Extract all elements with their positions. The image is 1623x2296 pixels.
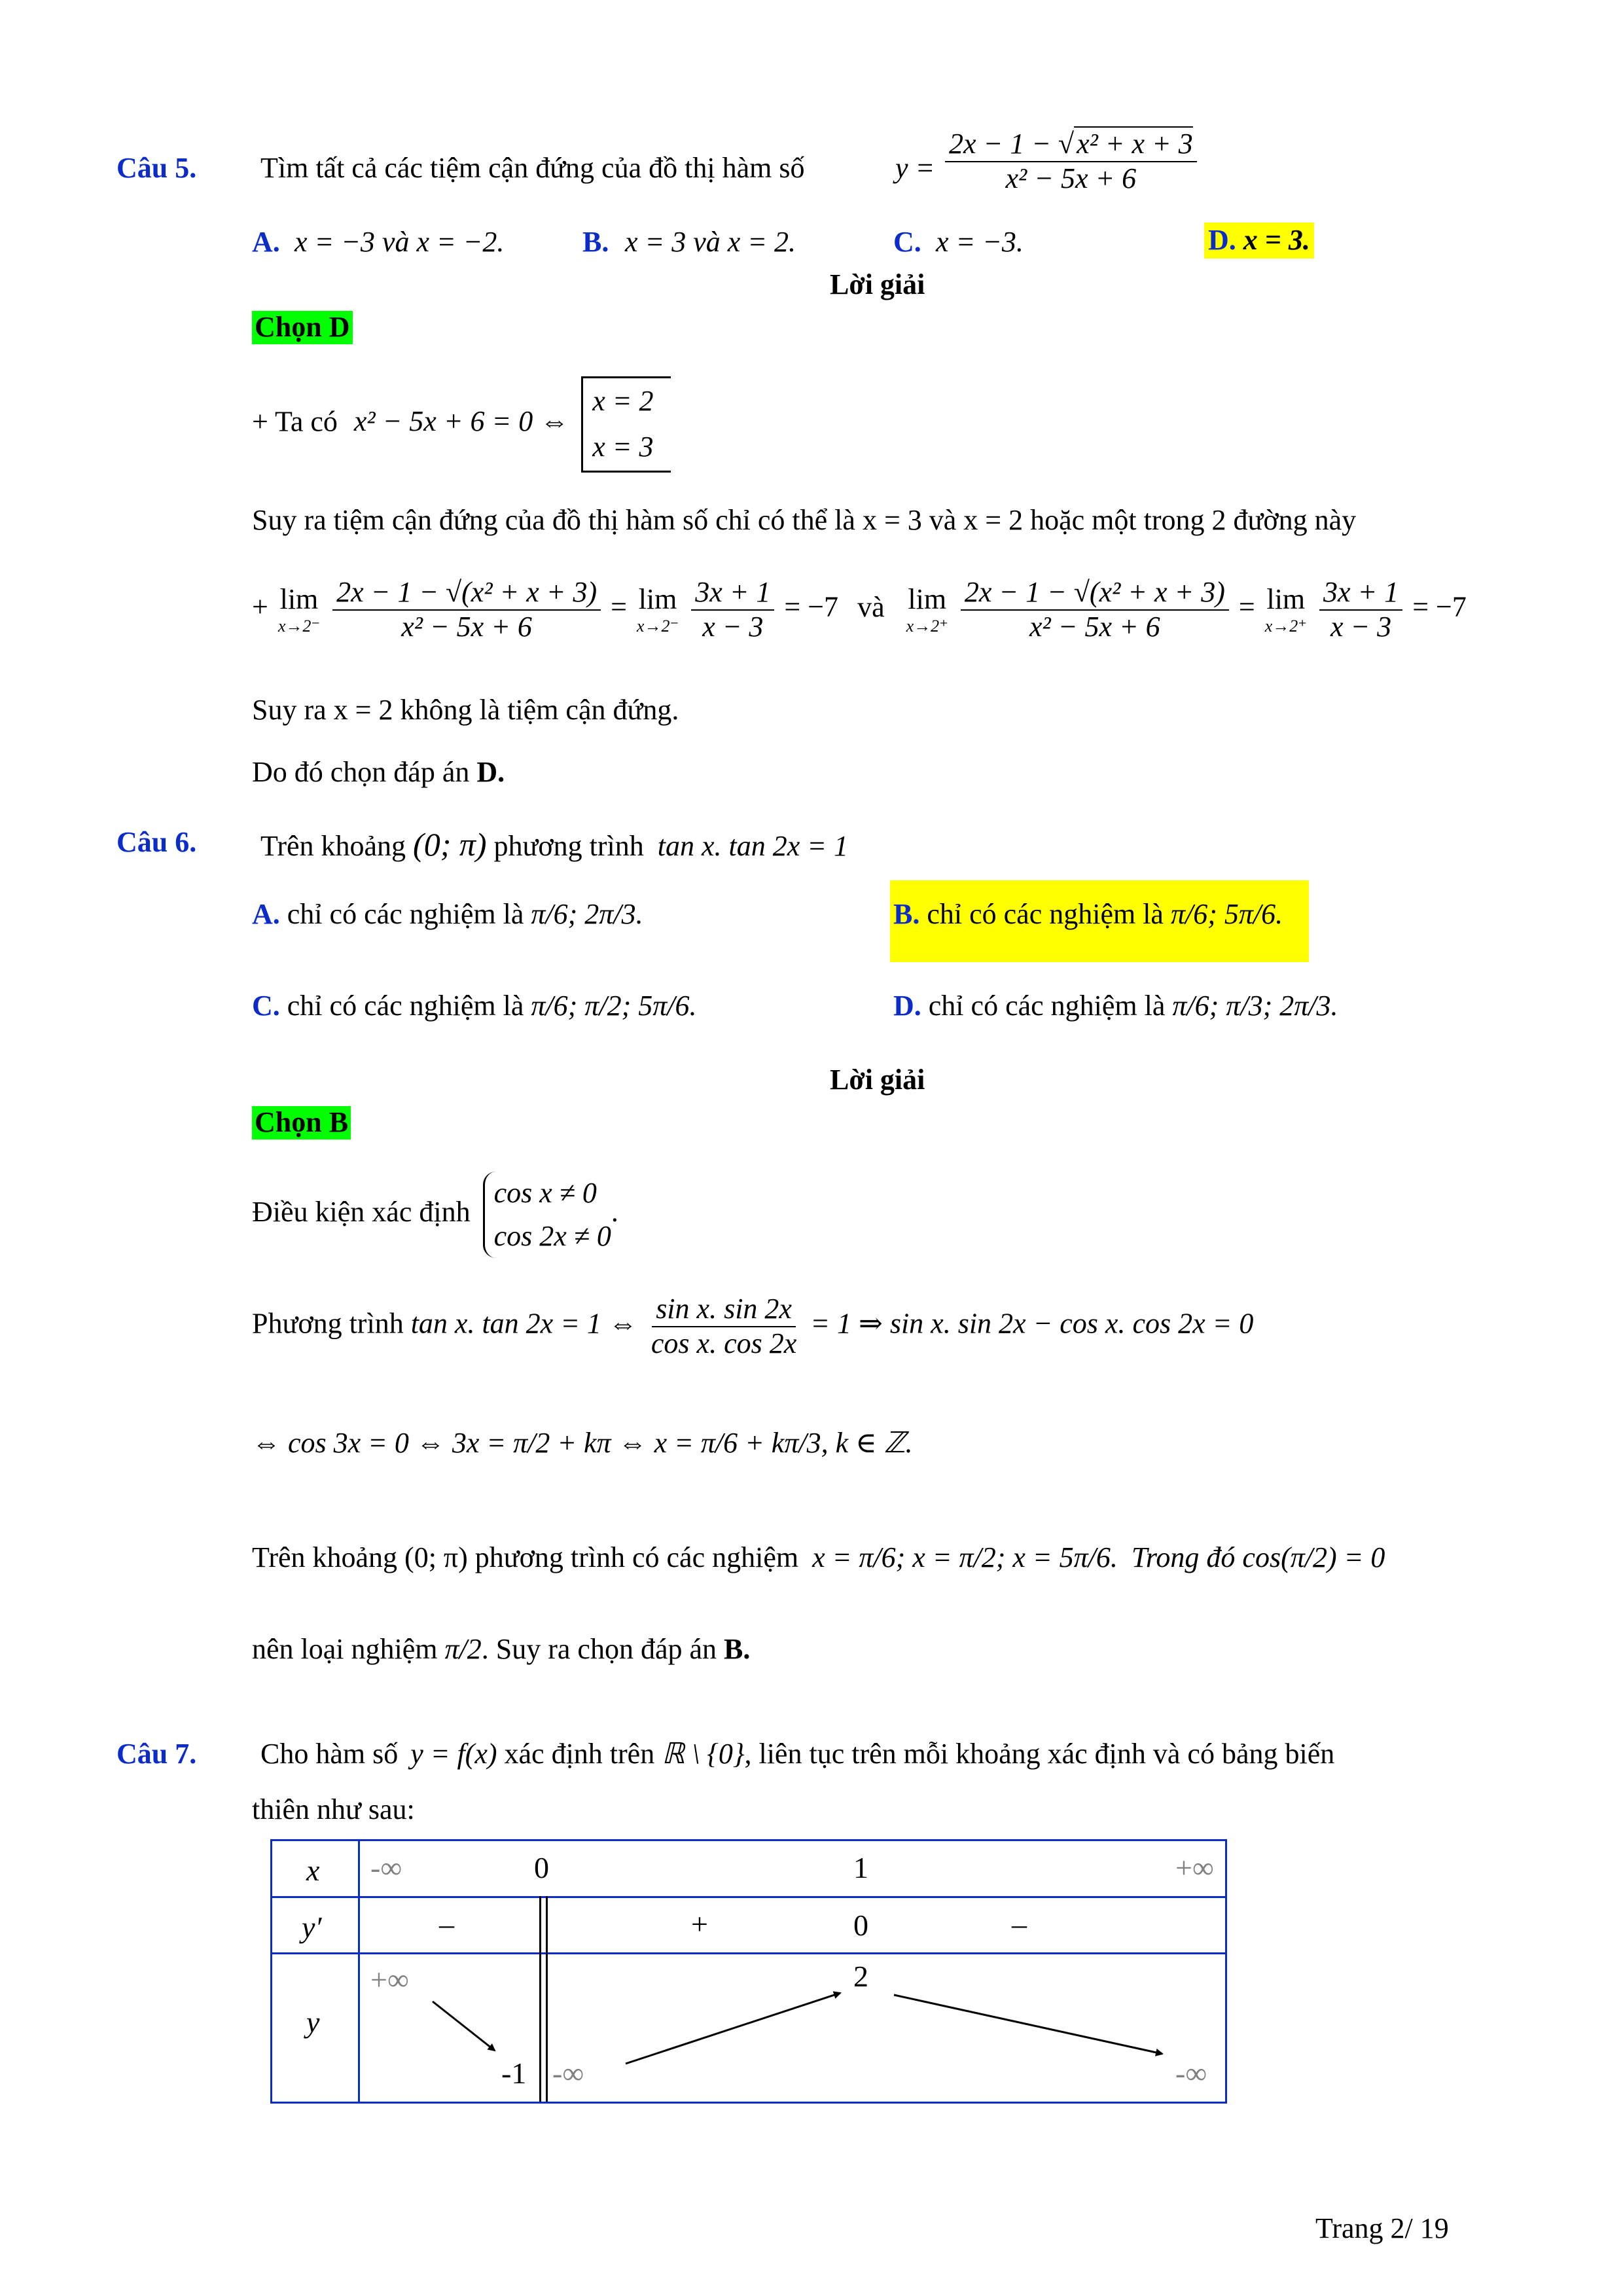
q5-function-lhs: y = — [895, 152, 935, 184]
sign-positive: + — [691, 1907, 708, 1941]
arrow-decreasing-1 — [433, 2001, 495, 2051]
q6-conclusion: nên loại nghiệm π/2. Suy ra chọn đáp án B. — [252, 1633, 751, 1665]
q5-step-4: Suy ra x = 2 không là tiệm cận đứng. — [252, 694, 679, 726]
q5-limit-line: + lim x→2⁻ $\frac{\text{2x − 1 − √(x² + x + 3)}}{\text{x² − 5x + 6}}$ = lim x→2⁻ $\frac{3x + 1}{x - 3}$ = −7 và lim x→2⁺ $\frac{\text{2x − 1 − √(x² + x + 3)}}{\text{x² − 5x + 6}}$ = lim x→2⁺ $\frac{3x + 1}{x - 3}$ = −7 — [252, 576, 1467, 643]
variation-table — [270, 1839, 1227, 2104]
arrow-increasing — [626, 1993, 840, 2064]
question-6-text: Trên khoảng (0; π) phương trình tan x. tan 2x = 1 — [260, 826, 848, 863]
q6-option-d[interactable]: D. chỉ có các nghiệm là π/6; π/3; 2π/3. — [893, 990, 1338, 1022]
question-7-text-continued: thiên như sau: — [252, 1793, 415, 1825]
sign-negative-2: – — [1012, 1907, 1027, 1941]
y-value-minus-one: -1 — [501, 2056, 527, 2090]
variation-arrows — [272, 1841, 1229, 2106]
derivative-zero: 0 — [853, 1909, 868, 1942]
q5-func-num-radicand: x² + x + 3 — [1074, 126, 1193, 160]
q5-step-2: Suy ra tiệm cận đứng của đồ thị hàm số chỉ có thể là x = 3 và x = 2 hoặc một trong 2 đường này — [252, 504, 1357, 536]
q5-option-c-label[interactable]: C. — [893, 226, 921, 258]
row-label-x: x — [306, 1854, 320, 1887]
y-max-value: 2 — [853, 1960, 868, 1993]
q5-option-b-label[interactable]: B. — [582, 226, 609, 258]
x-zero: 0 — [534, 1851, 549, 1884]
row-label-y-prime: y′ — [302, 1910, 322, 1944]
q5-chosen-answer: Chọn D — [252, 311, 353, 344]
question-5-label: Câu 5. — [116, 152, 197, 184]
q6-condition: Điều kiện xác định cos x ≠ 0 cos 2x ≠ 0 . — [252, 1172, 618, 1258]
q6-option-c[interactable]: C. chỉ có các nghiệm là π/6; π/2; 5π/6. — [252, 990, 697, 1022]
arrow-decreasing-2 — [894, 1995, 1162, 2054]
q5-step-1: + Ta có x² − 5x + 6 = 0 ⇔ x = 2 x = 3 — [252, 376, 671, 473]
q5-func-num-a: 2x − 1 − — [949, 128, 1051, 160]
x-pos-infinity: +∞ — [1175, 1851, 1214, 1884]
q5-option-a-label[interactable]: A. — [252, 226, 280, 258]
question-6-label: Câu 6. — [116, 826, 197, 858]
question-5-text: Tìm tất cả các tiệm cận đứng của đồ thị hàm số — [260, 152, 805, 184]
question-7-text: Cho hàm số y = f(x) xác định trên ℝ \ {0}, liên tục trên mỗi khoảng xác định và có bảng biến — [260, 1738, 1335, 1770]
q5-option-c-text: x = −3. — [936, 226, 1024, 258]
q5-function-fraction: $\frac{\text{2x − 1 − √x² + x + 3}}{\text{x² − 5x + 6}}$ — [942, 128, 1200, 195]
q6-solution-title: Lời giải — [830, 1064, 925, 1096]
q5-conclusion: Do đó chọn đáp án D. — [252, 756, 505, 788]
q6-equation-step: Phương trình tan x. tan 2x = 1 ⇔ $\frac{\text{sin x. sin 2x}}{\text{cos x. cos 2x}}$ = 1 ⇒ sin x. sin 2x − cos x. cos 2x = 0 — [252, 1293, 1254, 1359]
row-label-y: y — [306, 2005, 320, 2039]
q6-roots-line: Trên khoảng (0; π) phương trình có các nghiệm x = π/6; x = π/2; x = 5π/6. Trong đó cos(π/2) = 0 — [252, 1541, 1385, 1573]
q6-solve-step: ⇔ cos 3x = 0 ⇔ 3x = π/2 + kπ ⇔ x = π/6 + kπ/3, k ∈ ℤ. — [252, 1427, 913, 1459]
y-pos-infinity-left: +∞ — [370, 1963, 409, 1996]
q5-option-d-text: x = 3. — [1243, 224, 1310, 256]
q5-option-a-text: x = −3 và x = −2. — [294, 226, 505, 258]
q6-option-a[interactable]: A. chỉ có các nghiệm là π/6; 2π/3. — [252, 898, 643, 930]
sign-negative-1: – — [439, 1907, 454, 1941]
q6-option-b[interactable]: B. chỉ có các nghiệm là π/6; 5π/6. — [893, 898, 1283, 930]
page-number: Trang 2/ 19 — [1315, 2212, 1449, 2244]
q6-chosen-answer: Chọn B — [252, 1106, 351, 1139]
y-neg-infinity-end: -∞ — [1175, 2056, 1207, 2090]
x-one: 1 — [853, 1851, 868, 1884]
q5-func-den: x² − 5x + 6 — [1005, 162, 1137, 194]
q5-option-d-label[interactable]: D. x = 3. — [1204, 223, 1314, 259]
question-7-label: Câu 7. — [116, 1738, 197, 1770]
y-neg-infinity-right-of-zero: -∞ — [552, 2056, 584, 2090]
q5-option-b-text: x = 3 và x = 2. — [625, 226, 796, 258]
q5-solution-title: Lời giải — [830, 268, 925, 300]
x-neg-infinity: -∞ — [370, 1851, 402, 1884]
